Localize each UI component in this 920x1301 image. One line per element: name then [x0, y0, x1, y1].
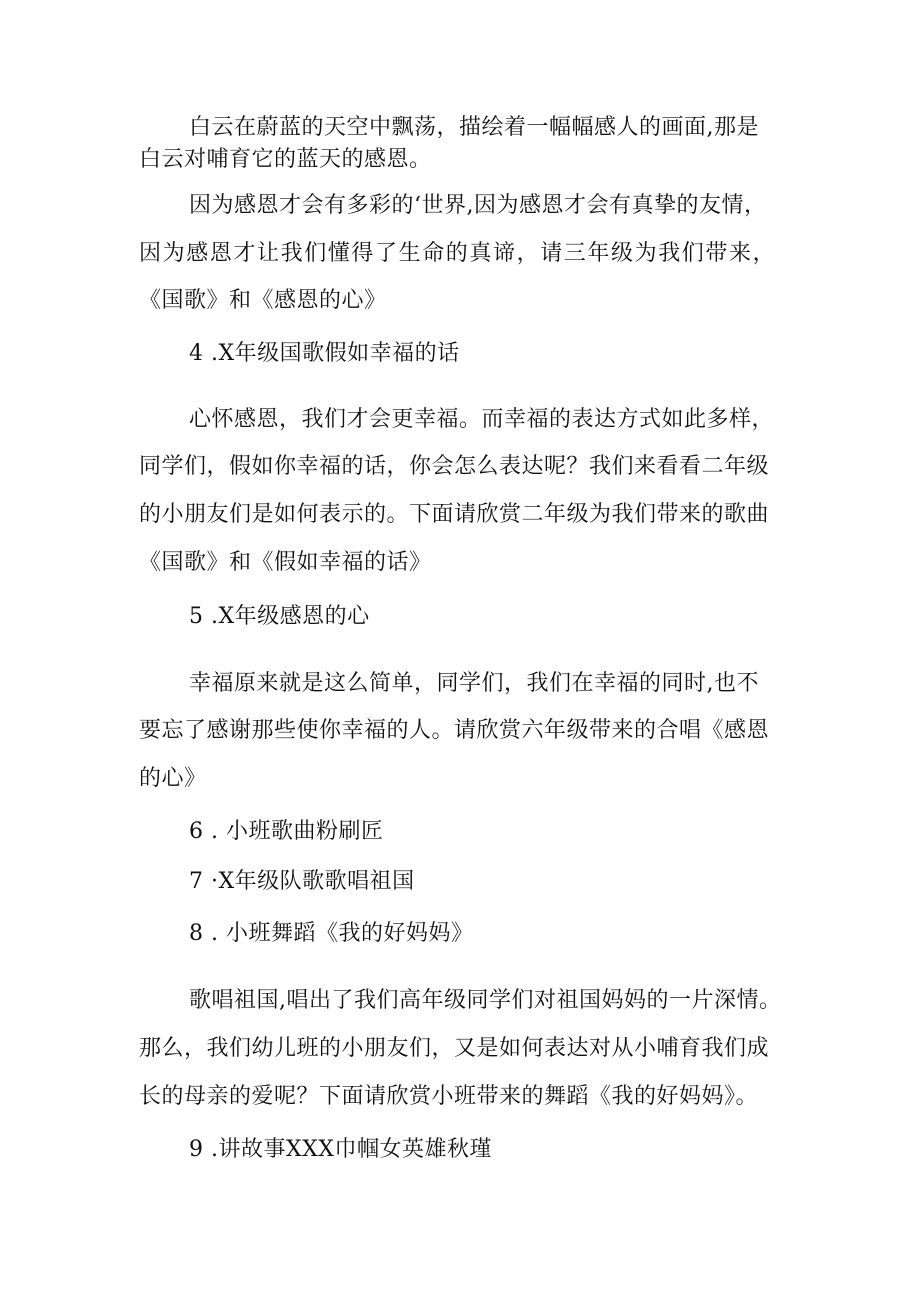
program-item-heading: 9 .讲故事XXX巾帼女英雄秋瑾	[189, 1137, 492, 1162]
paragraph-line: 《国歌》和《假如幸福的话》	[139, 550, 432, 575]
program-item-heading: 7 ·X年级队歌歌唱祖国	[189, 869, 415, 894]
paragraph-line: 的小朋友们是如何表示的。下面请欣赏二年级为我们带来的歌曲	[139, 502, 770, 527]
paragraph-line: 白云对哺育它的蓝天的感恩。	[139, 147, 432, 172]
paragraph-line: 《国歌》和《感恩的心》	[139, 288, 387, 313]
program-item-heading: 6 . 小班歌曲粉刷匠	[189, 819, 384, 844]
paragraph-line: 白云在蔚蓝的天空中飘荡，描绘着一幅幅感人的画面,那是	[189, 115, 759, 140]
paragraph-line: 那么，我们幼儿班的小朋友们，又是如何表达对从小哺育我们成	[139, 1036, 770, 1061]
program-item-heading: 4 .X年级国歌假如幸福的话	[189, 341, 460, 366]
paragraph-line: 的心》	[139, 766, 207, 791]
paragraph-line: 长的母亲的爱呢？下面请欣赏小班带来的舞蹈《我的好妈妈》。	[139, 1084, 759, 1109]
paragraph-line: 因为感恩才让我们懂得了生命的真谛，请三年级为我们带来，	[139, 241, 777, 266]
paragraph-line: 心怀感恩，我们才会更幸福。而幸福的表达方式如此多样，	[189, 407, 775, 432]
paragraph-line: 幸福原来就是这么简单，同学们，我们在幸福的同时,也不	[189, 671, 759, 696]
paragraph-line: 要忘了感谢那些使你幸福的人。请欣赏六年级带来的合唱《感恩	[139, 718, 770, 743]
paragraph-line: 同学们，假如你幸福的话，你会怎么表达呢？我们来看看二年级	[139, 454, 770, 479]
program-item-heading: 5 .X年级感恩的心	[189, 604, 370, 629]
program-item-heading: 8 . 小班舞蹈《我的好妈妈》	[189, 921, 474, 946]
paragraph-line: 因为感恩才会有多彩的‘世界,因为感恩才会有真挚的友情，	[189, 193, 767, 218]
paragraph-line: 歌唱祖国,唱出了我们高年级同学们对祖国妈妈的一片深情。	[189, 988, 782, 1013]
